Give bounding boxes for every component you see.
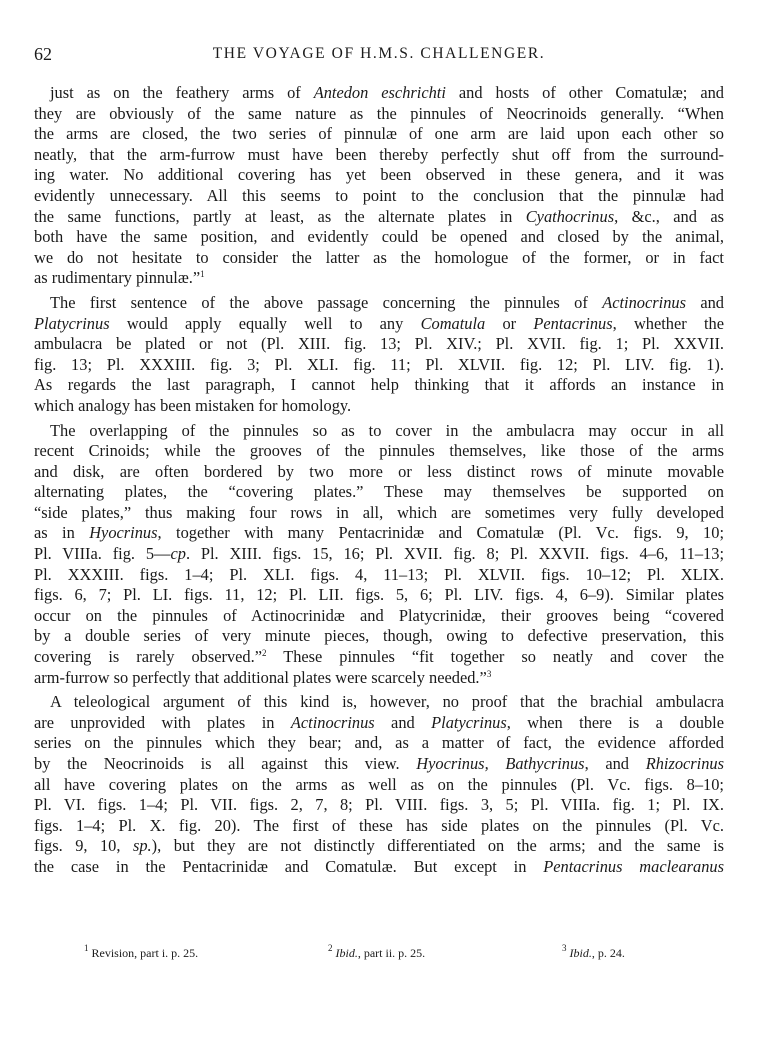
- italic-text: Ibid.: [335, 946, 358, 960]
- footnotes: [84, 943, 724, 964]
- text-line: [34, 124, 724, 145]
- text-run: by a double series of very minute pieces, though, owing to defective preservation, this: [34, 626, 724, 646]
- text-run: , together with many Pentacrinidæ and Comatulæ (Pl. Vc. figs. 9, 10;: [157, 523, 724, 543]
- text-line: [34, 396, 724, 417]
- text-line: [34, 606, 724, 627]
- text-run: , p. 24.: [591, 946, 625, 960]
- text-run: occur on the pinnules of Actinocrinidæ and Platycrinidæ, their grooves being “covered: [34, 605, 724, 625]
- text-line: [34, 207, 724, 228]
- italic-text: Rhizocrinus: [645, 754, 724, 773]
- text-line: [34, 482, 724, 503]
- text-line: [34, 186, 724, 207]
- text-line: [34, 775, 724, 796]
- text-run: Pl. VIIIa. fig. 5—: [34, 544, 171, 564]
- text-line: [34, 795, 724, 816]
- text-run: the same functions, partly at least, as the alternate plates in: [34, 206, 526, 226]
- text-line: [34, 668, 724, 689]
- footnote-mark: 2: [328, 943, 333, 953]
- page-number: 62: [34, 44, 52, 64]
- text-line: [34, 268, 724, 289]
- text-run: ing water. No additional covering has yet been observed in these genera, and it was: [34, 165, 724, 185]
- text-run: figs. 9, 10,: [34, 836, 133, 856]
- italic-text: Hyocrinus, Bathycrinus: [416, 754, 585, 773]
- text-run: , part ii. p. 25.: [357, 946, 426, 960]
- italic-text: Cyathocrinus: [525, 206, 615, 226]
- text-line: [34, 334, 724, 355]
- text-line: [34, 145, 724, 166]
- text-line: [34, 83, 724, 104]
- text-run: and disk, are often bordered by two more or less distinct rows of minute movable: [34, 461, 724, 481]
- text-line: [34, 857, 724, 878]
- text-run: neatly, that the arm-furrow must have been thereby perfectly shut off from the surround-: [34, 144, 724, 164]
- text-run: as rudimentary pinnulæ.”: [34, 268, 201, 288]
- text-run: the case in the Pentacrinidæ and Comatulæ. But except in: [34, 856, 544, 876]
- footnote-ref: 2: [262, 648, 267, 659]
- footnote-mark: 3: [562, 943, 567, 953]
- text-line: [34, 544, 724, 565]
- text-line: [34, 565, 724, 586]
- paragraph: [34, 417, 724, 689]
- text-run: would apply equally well to any: [109, 313, 421, 333]
- text-run: we do not hesitate to consider the latter as the homologue of the former, or in fact: [34, 247, 724, 267]
- text-line: [34, 165, 724, 186]
- text-line: [34, 248, 724, 269]
- paragraph: [34, 289, 724, 417]
- footnote-mark: 1: [84, 943, 89, 953]
- text-run: as in: [34, 523, 90, 543]
- text-run: These pinnules “fit together so neatly and cover the: [266, 647, 724, 667]
- text-line: [34, 585, 724, 606]
- text-run: ambulacra be plated or not (Pl. XIII. fig. 13; Pl. XIV.; Pl. XVII. fig. 1; Pl. XXVII.: [34, 334, 724, 354]
- italic-text: Actinocrinus: [290, 712, 375, 732]
- text-run: and: [685, 292, 724, 312]
- footnote: [328, 943, 426, 961]
- text-run: or: [485, 313, 534, 333]
- paragraph: [34, 83, 724, 289]
- text-line: [34, 441, 724, 462]
- footnote-ref: 3: [486, 668, 492, 679]
- text-line: [34, 375, 724, 396]
- text-line: [34, 293, 724, 314]
- running-title: THE VOYAGE OF H.M.S. CHALLENGER.: [212, 45, 546, 62]
- text-run: the arms are closed, the two series of pinnulæ of one arm are laid upon each other so: [34, 124, 724, 144]
- italic-text: Ibid.: [569, 946, 592, 960]
- italic-text: Actinocrinus: [602, 292, 686, 312]
- paragraph: [34, 688, 724, 877]
- text-line: [34, 523, 724, 544]
- text-line: [34, 836, 724, 857]
- text-run: just as on the feathery arms of: [50, 83, 314, 102]
- text-run: are unprovided with plates in: [34, 712, 291, 732]
- text-run: by the Neocrinoids is all against this view.: [34, 754, 417, 773]
- text-run: and: [374, 712, 432, 732]
- text-run: and hosts of other Comatulæ; and: [445, 83, 724, 102]
- text-run: , and: [584, 754, 646, 773]
- text-run: figs. 1–4; Pl. X. fig. 20). The first of these has side plates on the pinnules (Pl. Vc.: [34, 815, 724, 835]
- italic-text: Platycrinus: [34, 313, 110, 333]
- text-run: covering is rarely observed.”: [34, 647, 262, 667]
- text-run: recent Crinoids; while the grooves of the pinnules themselves, like those of the arms: [34, 441, 724, 461]
- text-line: [34, 503, 724, 524]
- text-run: Pl. XXXIII. figs. 1–4; Pl. XLI. figs. 4, 11–13; Pl. XLVII. figs. 10–12; Pl. XLIX.: [34, 564, 724, 584]
- text-line: [34, 816, 724, 837]
- text-line: [34, 462, 724, 483]
- italic-text: cp: [170, 544, 186, 564]
- text-run: series on the pinnules which they bear; and, as a matter of fact, the evidence afforded: [34, 733, 724, 753]
- text-run: , &c., and as: [614, 206, 724, 226]
- italic-text: Antedon eschrichti: [313, 83, 446, 102]
- text-line: [34, 692, 724, 713]
- text-line: [34, 421, 724, 442]
- text-run: The overlapping of the pinnules so as to cover in the ambulacra may occur in all: [50, 420, 724, 440]
- body-text: [34, 83, 724, 878]
- text-run: The first sentence of the above passage concerning the pinnules of: [50, 292, 603, 312]
- footnote-ref: 1: [200, 269, 205, 280]
- italic-text: Comatula: [420, 313, 486, 333]
- text-line: [34, 733, 724, 754]
- text-line: [34, 626, 724, 647]
- italic-text: Hyocrinus: [89, 523, 158, 543]
- text-run: all have covering plates on the arms as well as on the pinnules (Pl. Vc. figs. 8–10;: [34, 774, 724, 794]
- text-run: both have the same position, and evidently could be opened and closed by the animal,: [34, 227, 724, 247]
- text-line: [34, 713, 724, 734]
- text-line: [34, 314, 724, 335]
- text-run: , whether the: [612, 313, 724, 333]
- text-run: arm-furrow so perfectly that additional plates were scarcely needed.”: [34, 667, 487, 687]
- text-run: “side plates,” thus making four rows in all, which are sometimes very fully developed: [34, 502, 724, 522]
- text-run: , when there is a double: [506, 712, 724, 732]
- text-run: figs. 6, 7; Pl. LI. figs. 11, 12; Pl. LII. figs. 5, 6; Pl. LIV. figs. 4, 6–9). Similar plates: [34, 585, 724, 605]
- text-run: fig. 13; Pl. XXXIII. fig. 3; Pl. XLI. fig. 11; Pl. XLVII. fig. 12; Pl. LIV. fig. 1).: [34, 354, 724, 374]
- italic-text: Platycrinus: [431, 712, 507, 732]
- text-run: they are obviously of the same nature as the pinnules of Neocrinoids generally. “When: [34, 103, 724, 123]
- text-run: which analogy has been mistaken for homology.: [34, 395, 352, 415]
- page-header: [34, 44, 724, 66]
- text-line: [34, 754, 724, 775]
- text-line: [34, 355, 724, 376]
- text-run: A teleological argument of this kind is, however, no proof that the brachial ambulacra: [50, 692, 724, 712]
- text-run: alternating plates, the “covering plates.” These may themselves be supported on: [34, 482, 724, 502]
- italic-text: Pentacrinus: [533, 313, 613, 333]
- text-run: Revision, part i. p. 25.: [91, 946, 199, 960]
- text-run: As regards the last paragraph, I cannot help thinking that it affords an instance in: [34, 375, 724, 395]
- text-line: [34, 104, 724, 125]
- text-line: [34, 647, 724, 668]
- text-run: ), but they are not distinctly differentiated on the arms; and the same is: [151, 836, 724, 856]
- text-run: . Pl. XIII. figs. 15, 16; Pl. XVII. fig. 8; Pl. XXVII. figs. 4–6, 11–13;: [185, 544, 724, 564]
- footnote: [84, 943, 199, 961]
- text-run: evidently unnecessary. All this seems to point to the conclusion that the pinnulæ had: [34, 185, 724, 205]
- text-line: [34, 227, 724, 248]
- footnote: [562, 943, 625, 961]
- text-run: Pl. VI. figs. 1–4; Pl. VII. figs. 2, 7, 8; Pl. VIII. figs. 3, 5; Pl. VIIIa. fig. 1; Pl. IX.: [34, 795, 724, 815]
- italic-text: Pentacrinus maclearanus: [543, 856, 724, 876]
- italic-text: sp.: [132, 836, 152, 856]
